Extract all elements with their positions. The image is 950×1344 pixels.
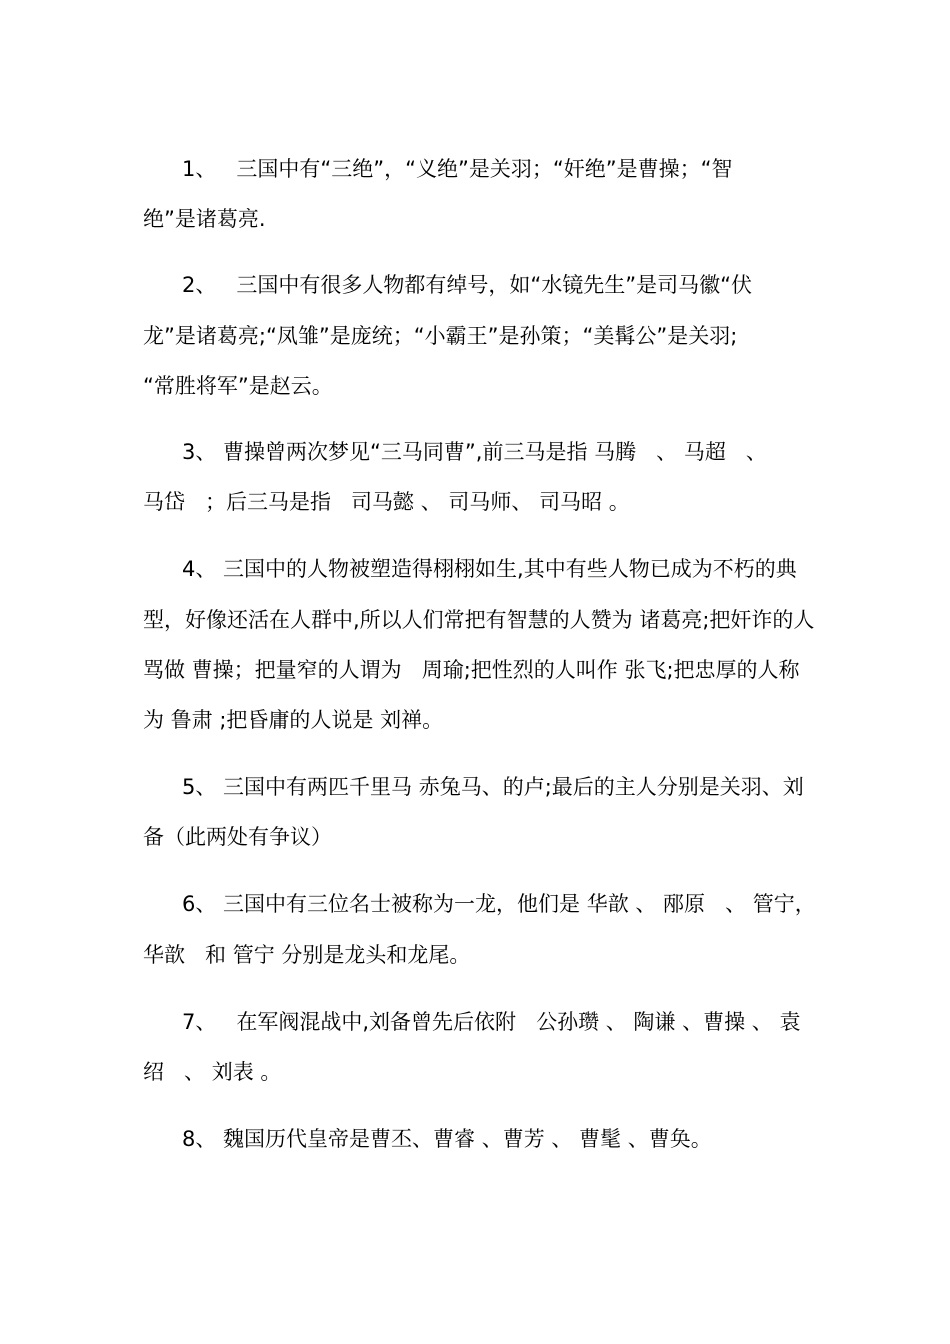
item-line: 型，好像还活在人群中,所以人们常把有智慧的人赞为 诸葛亮;把奸诈的人: [143, 608, 815, 632]
item-line: 3、 曹操曾两次梦见“三马同曹”,前三马是指 马腾 、 马超 、: [182, 440, 767, 464]
item-line: “常胜将军”是赵云。: [143, 374, 333, 398]
item-line: 1、 三国中有“三绝”，“义绝”是关羽；“奸绝”是曹操；“智: [182, 157, 733, 181]
item-line: 华歆 和 管宁 分别是龙头和龙尾。: [143, 943, 471, 967]
item-line: 龙”是诸葛亮;“凤雏”是庞统；“小霸王”是孙策；“美髯公”是关羽;: [143, 324, 738, 348]
item-line: 为 鲁肃 ;把昏庸的人说是 刘禅。: [143, 708, 444, 732]
item-line: 4、 三国中的人物被塑造得栩栩如生,其中有些人物已成为不朽的典: [182, 557, 797, 581]
item-line: 2、 三国中有很多人物都有绰号，如“水镜先生”是司马徽“伏: [182, 273, 753, 297]
item-line: 骂做 曹操；把量窄的人谓为 周瑜;把性烈的人叫作 张飞;把忠厚的人称: [143, 658, 800, 682]
item-line: 备（此两处有争议）: [143, 825, 332, 849]
item-line: 绍 、 刘表 。: [143, 1060, 282, 1084]
item-line: 5、 三国中有两匹千里马 赤兔马、的卢;最后的主人分别是关羽、刘: [182, 775, 804, 799]
item-line: 8、 魏国历代皇帝是曹丕、曹睿 、曹芳 、 曹髦 、曹奂。: [182, 1127, 712, 1151]
item-line: 6、 三国中有三位名士被称为一龙，他们是 华歆 、 邴原 、 管宁，: [182, 892, 816, 916]
item-line: 绝”是诸葛亮.: [143, 207, 266, 231]
item-line: 7、 在军阀混战中,刘备曾先后依附 公孙瓒 、 陶谦 、曹操 、 袁: [182, 1010, 801, 1034]
item-line: 马岱 ；后三马是指 司马懿 、 司马师、 司马昭 。: [143, 490, 630, 514]
